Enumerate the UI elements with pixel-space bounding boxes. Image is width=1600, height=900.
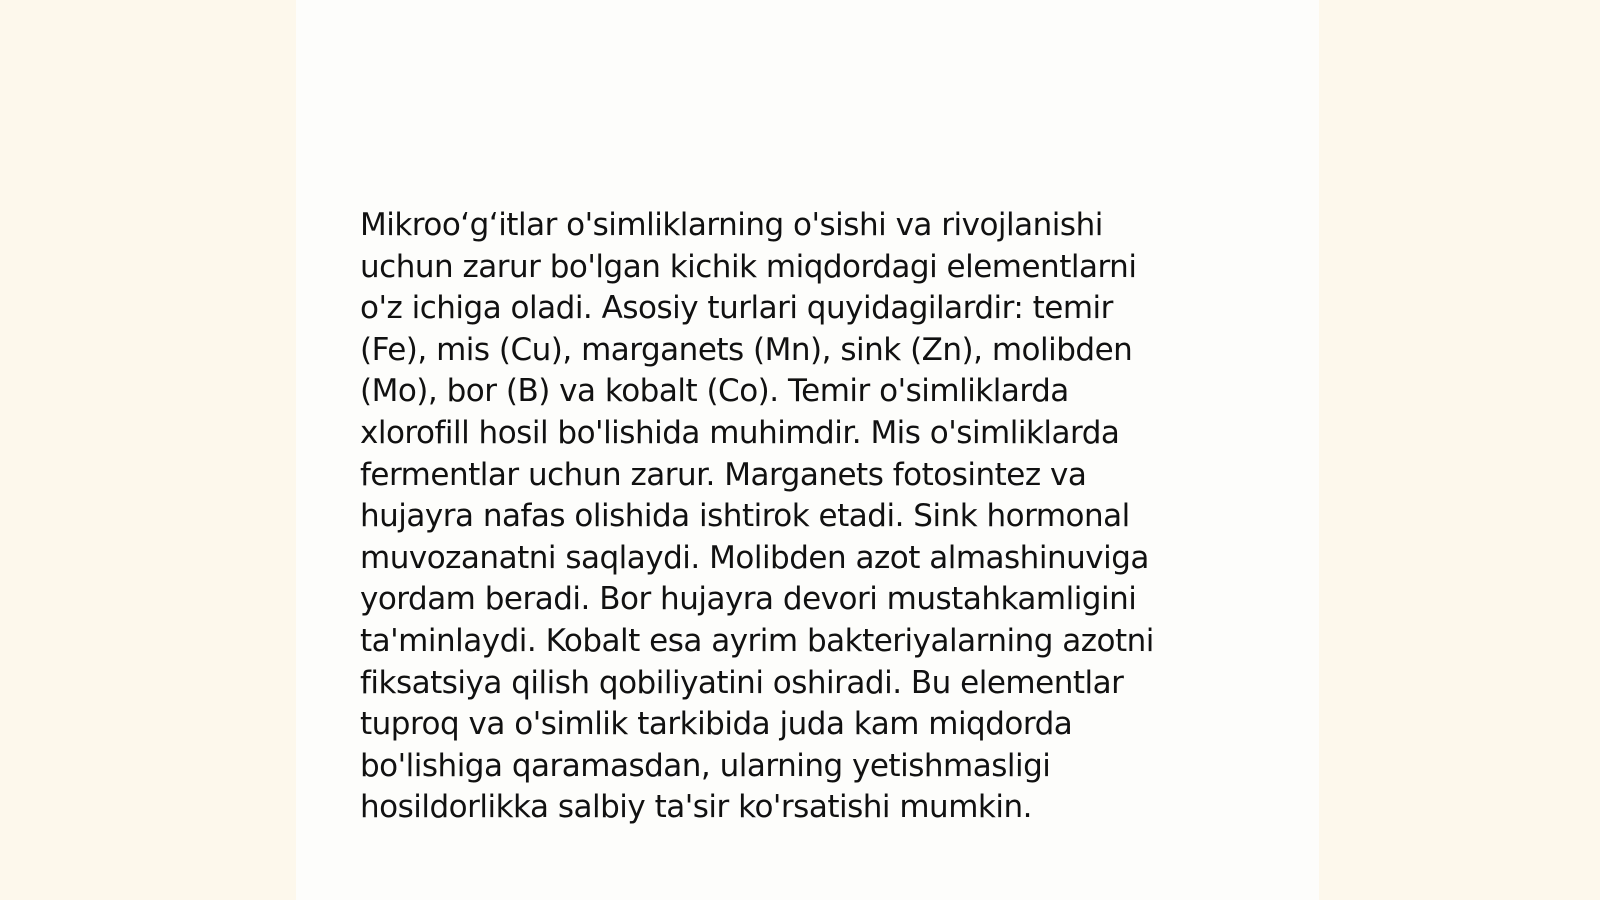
text-line: ta'minlaydi. Kobalt esa ayrim bakteriyalarning azotni <box>360 622 1154 659</box>
text-line: (Fe), mis (Cu), marganets (Mn), sink (Zn), molibden <box>360 331 1133 368</box>
text-line: fermentlar uchun zarur. Marganets fotosintez va <box>360 456 1087 493</box>
text-line: hujayra nafas olishida ishtirok etadi. Sink hormonal <box>360 498 1130 535</box>
text-line: hosildorlikka salbiy ta'sir ko'rsatishi mumkin. <box>360 789 1032 826</box>
text-line: bo'lishiga qaramasdan, ularning yetishmasligi <box>360 747 1051 784</box>
text-line: muvozanatni saqlaydi. Molibden azot almashinuviga <box>360 539 1149 576</box>
text-line: uchun zarur bo'lgan kichik miqdordagi elementlarni <box>360 248 1137 285</box>
text-line: fiksatsiya qilish qobiliyatini oshiradi. Bu elementlar <box>360 664 1124 701</box>
text-line: Mikroo‘g‘itlar o'simliklarning o'sishi va rivojlanishi <box>360 207 1103 243</box>
text-line: (Mo), bor (B) va kobalt (Co). Temir o'simliklarda <box>360 373 1069 410</box>
document-page <box>296 0 1319 900</box>
text-line: yordam beradi. Bor hujayra devori mustahkamligini <box>360 581 1137 618</box>
text-line: tuproq va o'simlik tarkibida juda kam miqdorda <box>360 706 1073 743</box>
text-line: xlorofill hosil bo'lishida muhimdir. Mis o'simliklarda <box>360 414 1120 451</box>
body-paragraph <box>360 205 1240 829</box>
text-line: o'z ichiga oladi. Asosiy turlari quyidagilardir: temir <box>360 290 1113 327</box>
